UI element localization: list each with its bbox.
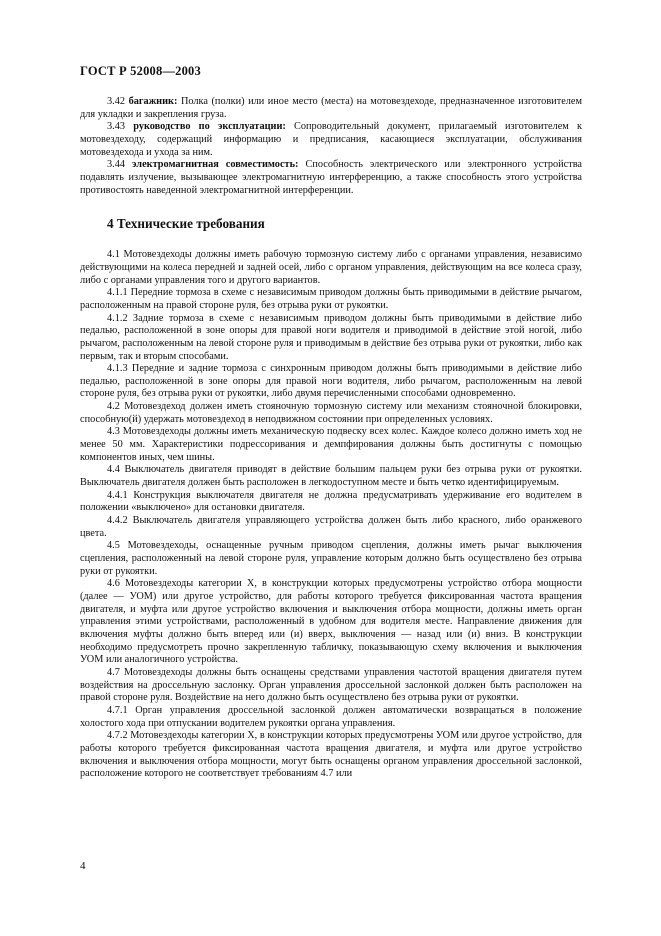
definition-text: Полка (полки) или иное место (места) на мотовездеходе, предназначенное изготовителем для укладки и закрепления груза. (80, 96, 582, 120)
document-body (80, 96, 582, 781)
paragraph: 4.1 Мотовездеходы должны иметь рабочую тормозную систему либо с органами управления, независимо действующими на колеса передней и задней осей, либо с органом управления, действующим на все колеса сразу, либо с органами управления того и другого вариантов. (80, 249, 582, 286)
paragraph: 4.4.2 Выключатель двигателя управляющего устройства должен быть либо красного, либо оранжевого цвета. (80, 515, 582, 539)
paragraph: 4.4 Выключатель двигателя приводят в действие большим пальцем руки без отрыва руки от рукоятки. Выключатель двигателя должен быть расположен в легкодоступном месте и быть четко идентифицируемым. (80, 464, 582, 489)
paragraph: 4.1.1 Передние тормоза в схеме с независимым приводом должны быть приводимыми в действие рычагом, расположенным на правой стороне руля, без отрыва руки от рукоятки. (80, 287, 582, 311)
definition-number: 3.42 (107, 96, 126, 107)
definition-text: Сопроводительный документ, прилагаемый изготовителем к мотовездеходу, содержащий информацию и предписания, касающиеся эксплуатации, обслуживания мотовездехода и ухода за ним. (80, 121, 582, 158)
paragraph: 4.5 Мотовездеходы, оснащенные ручным приводом сцепления, должны иметь рычаг выключения сцепления, расположенный на левой стороне руля, управление которым должно быть осуществлено без отрыва руки от рукоятки. (80, 540, 582, 577)
definition-item (80, 96, 582, 121)
paragraph: 4.6 Мотовездеходы категории Х, в конструкции которых предусмотрены устройство отбора мощности (далее — УОМ) или другое устройство, для работы которого требуется фиксированная частота вращения двигателя, и муфта или другое устройство включения и выключения отбора мощности, должны иметь орган управления этими устройствами, расположенный в удобном для водителя месте. Направление движения для включения муфты должно быть вперед или (и) вверх, выключения — назад или (и) вниз. В конструкции необходимо предусмотреть прочно закрепленную табличку, показывающую схему включения и выключения УОМ или аналогичного устройства. (80, 578, 582, 666)
definitions-list (80, 96, 582, 197)
page-number: 4 (80, 860, 86, 872)
paragraph: 4.1.3 Передние и задние тормоза с синхронным приводом должны быть приводимыми в действие либо педалью, расположенной в зоне опоры для правой ноги водителя, либо рычагом, расположенным на левой стороне руля, без отрыва руки от рукоятки, либо двумя перечисленными способами одновременно. (80, 363, 582, 400)
definition-term: руководство по эксплуатации: (133, 121, 286, 133)
definition-number: 3.43 (107, 121, 126, 133)
requirements-list (80, 249, 582, 781)
paragraph: 4.4.1 Конструкция выключателя двигателя не должна предусматривать удерживание его водителем в положении «выключено» для остановки двигателя. (80, 489, 582, 514)
definition-item (80, 121, 582, 159)
paragraph: 4.7.2 Мотовездеходы категории Х, в конструкции которых предусмотрены УОМ или другое устройство, для работы которого требуется фиксированная частота вращения двигателя, и муфта или другое устройство включения и выключения отбора мощности, могут быть оснащены органом управления дроссельной заслонкой, расположение которого не соответствует требованиям 4.7 или (80, 730, 582, 780)
definition-number: 3.44 (107, 159, 126, 171)
definition-term: электромагнитная совместимость: (132, 159, 299, 171)
definition-text: Способность электрического или электронного устройства подавлять излучение, вызывающее электромагнитную интерференцию, а также способность этого устройства противостоять наведенной электромагнитной интерференции. (80, 159, 583, 196)
section-heading: 4 Технические требования (107, 216, 265, 232)
paragraph: 4.3 Мотовездеходы должны иметь механическую подвеску всех колес. Каждое колесо должно иметь ход не менее 50 мм. Характеристики подрессоривания и демпфирования должны быть достигнуты с помощью компонентов иных, чем шины. (80, 426, 582, 463)
definition-item (80, 159, 582, 197)
paragraph: 4.7 Мотовездеходы должны быть оснащены средствами управления частотой вращения двигателя путем воздействия на дроссельную заслонку. Орган управления дроссельной заслонкой должен быть расположен на правой стороне руля. Воздействие на него должно быть осуществлено без отрыва руки от рукоятки. (80, 666, 582, 704)
paragraph: 4.1.2 Задние тормоза в схеме с независимым приводом должны быть приводимыми в действие либо педалью, расположенной в зоне опоры для правой ноги водителя и приводимой в действие этой ногой, либо рычагом, расположенным на левой стороне руля и приводимым в действие без отрыва руки от рукоятки, либо как первым, так и вторым способами. (80, 312, 582, 362)
document-header: ГОСТ Р 52008—2003 (80, 64, 201, 78)
paragraph: 4.7.1 Орган управления дроссельной заслонкой должен автоматически возвращаться в положение холостого хода при отпускании водителем рукоятки органа управления. (80, 704, 582, 729)
definition-term: багажник: (128, 96, 178, 107)
paragraph: 4.2 Мотовездеход должен иметь стояночную тормозную систему или механизм стояночной блокировки, способную(й) удержать мотовездеход в неподвижном состоянии при определенных условиях. (80, 401, 582, 425)
